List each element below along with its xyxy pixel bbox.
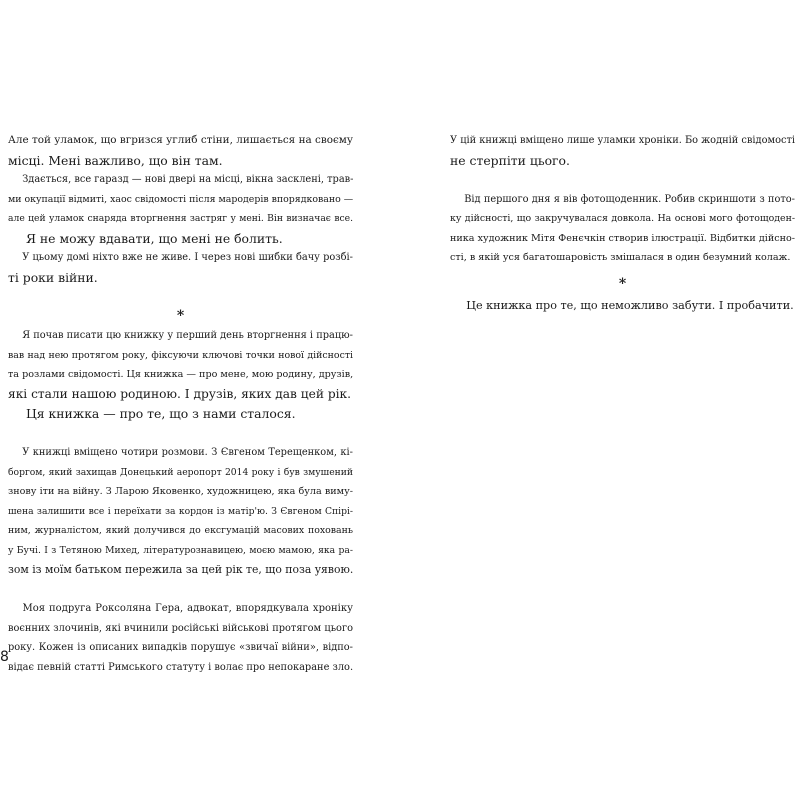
text-line: місці. Мені важливо, що він там. <box>8 152 223 168</box>
paragraph <box>450 190 795 268</box>
section-separator: * <box>176 307 185 324</box>
text-line: У цій книжці вміщено лише уламки хроніки. Бо жодній свідомості <box>450 135 796 146</box>
text-line: сті, в якій уся багатошаровість змішалася в один безумний колаж. <box>450 252 791 263</box>
text-line: У цьому домі ніхто вже не живе. І через нові шибки бачу розбі- <box>22 252 353 263</box>
text-line: у Бучі. І з Тетяною Михед, літературознавицею, моєю мамою, яка ра- <box>8 544 353 556</box>
text-line: У книжці вміщено чотири розмови. З Євгеном Терещенком, кі- <box>22 447 353 458</box>
paragraph <box>8 248 353 287</box>
text-line: вав над нею протягом року, фіксуючи ключові точки нової дійсності <box>8 349 353 361</box>
text-line: Ця книжка — про те, що з нами сталося. <box>25 406 296 421</box>
text-line: шена залишити все і переїхати за кордон із матір'ю. З Євгеном Спірі- <box>8 505 353 517</box>
paragraph <box>8 404 353 424</box>
text-line: але цей уламок снаряда вторгнення застряг у мені. Він визначає все. <box>8 213 353 224</box>
text-line: знову іти на війну. З Ларою Яковенко, художницею, яка була виму- <box>8 486 353 497</box>
text-line: Я почав писати цю книжку у перший день вторгнення і працю- <box>22 330 353 341</box>
text-line: ним, журналістом, який долучився до ексгумацій масових поховань <box>8 525 353 536</box>
text-line: ника художник Мітя Фенєчкін створив ілюстрації. Відбитки дійсно- <box>450 232 795 244</box>
text-line: Я не можу вдавати, що мені не болить. <box>25 230 283 246</box>
text-line: які стали нашою родиною. І друзів, яких дав цей рік. <box>8 386 352 401</box>
paragraph <box>450 131 795 170</box>
paragraph <box>8 170 353 229</box>
text-line: Але той уламок, що вгризся углиб стіни, лишається на своєму <box>8 134 353 146</box>
text-line: та розлами свідомості. Ця книжка — про мене, мою родину, друзів, <box>8 369 354 380</box>
text-line: відає певній статті Римського статуту і волає про непокаране зло. <box>8 661 354 673</box>
text-line: боргом, який захищав Донецький аеропорт 2014 року і був змушений <box>8 466 353 478</box>
section-separator: * <box>618 275 627 292</box>
text-line: ку дійсності, що закручувалася довкола. На основі мого фотощоден- <box>450 213 795 224</box>
paragraph <box>8 229 353 249</box>
paragraph <box>8 443 353 580</box>
text-line: воєнних злочинів, які вчинили російські військові протягом цього <box>8 622 353 634</box>
paragraph <box>8 131 353 170</box>
paragraph <box>450 296 795 316</box>
paragraph <box>8 326 353 404</box>
text-line: року. Кожен із описаних випадків порушує «звичаї війни», відпо- <box>8 642 353 653</box>
right-page-text <box>450 131 795 316</box>
text-line: не стерпіти цього. <box>450 152 570 168</box>
paragraph <box>8 599 353 677</box>
text-line: ми окупації відмиті, хаос свідомості після мародерів впорядковано — <box>8 193 354 205</box>
text-line: Це книжка про те, що неможливо забути. І пробачити. <box>466 299 794 312</box>
page-number: 8 <box>0 649 9 665</box>
left-page-text <box>8 131 353 677</box>
text-line: Моя подруга Роксоляна Гера, адвокат, впорядкувала хроніку <box>22 603 353 614</box>
text-line: Від першого дня я вів фотощоденник. Робив скриншоти з пото- <box>464 193 795 205</box>
text-line: Здається, все гаразд — нові двері на місці, вікна засклені, трав- <box>22 174 354 185</box>
text-line: ті роки війни. <box>8 269 98 285</box>
text-line: зом із моїм батьком пережила за цей рік те, що поза уявою. <box>8 563 354 576</box>
